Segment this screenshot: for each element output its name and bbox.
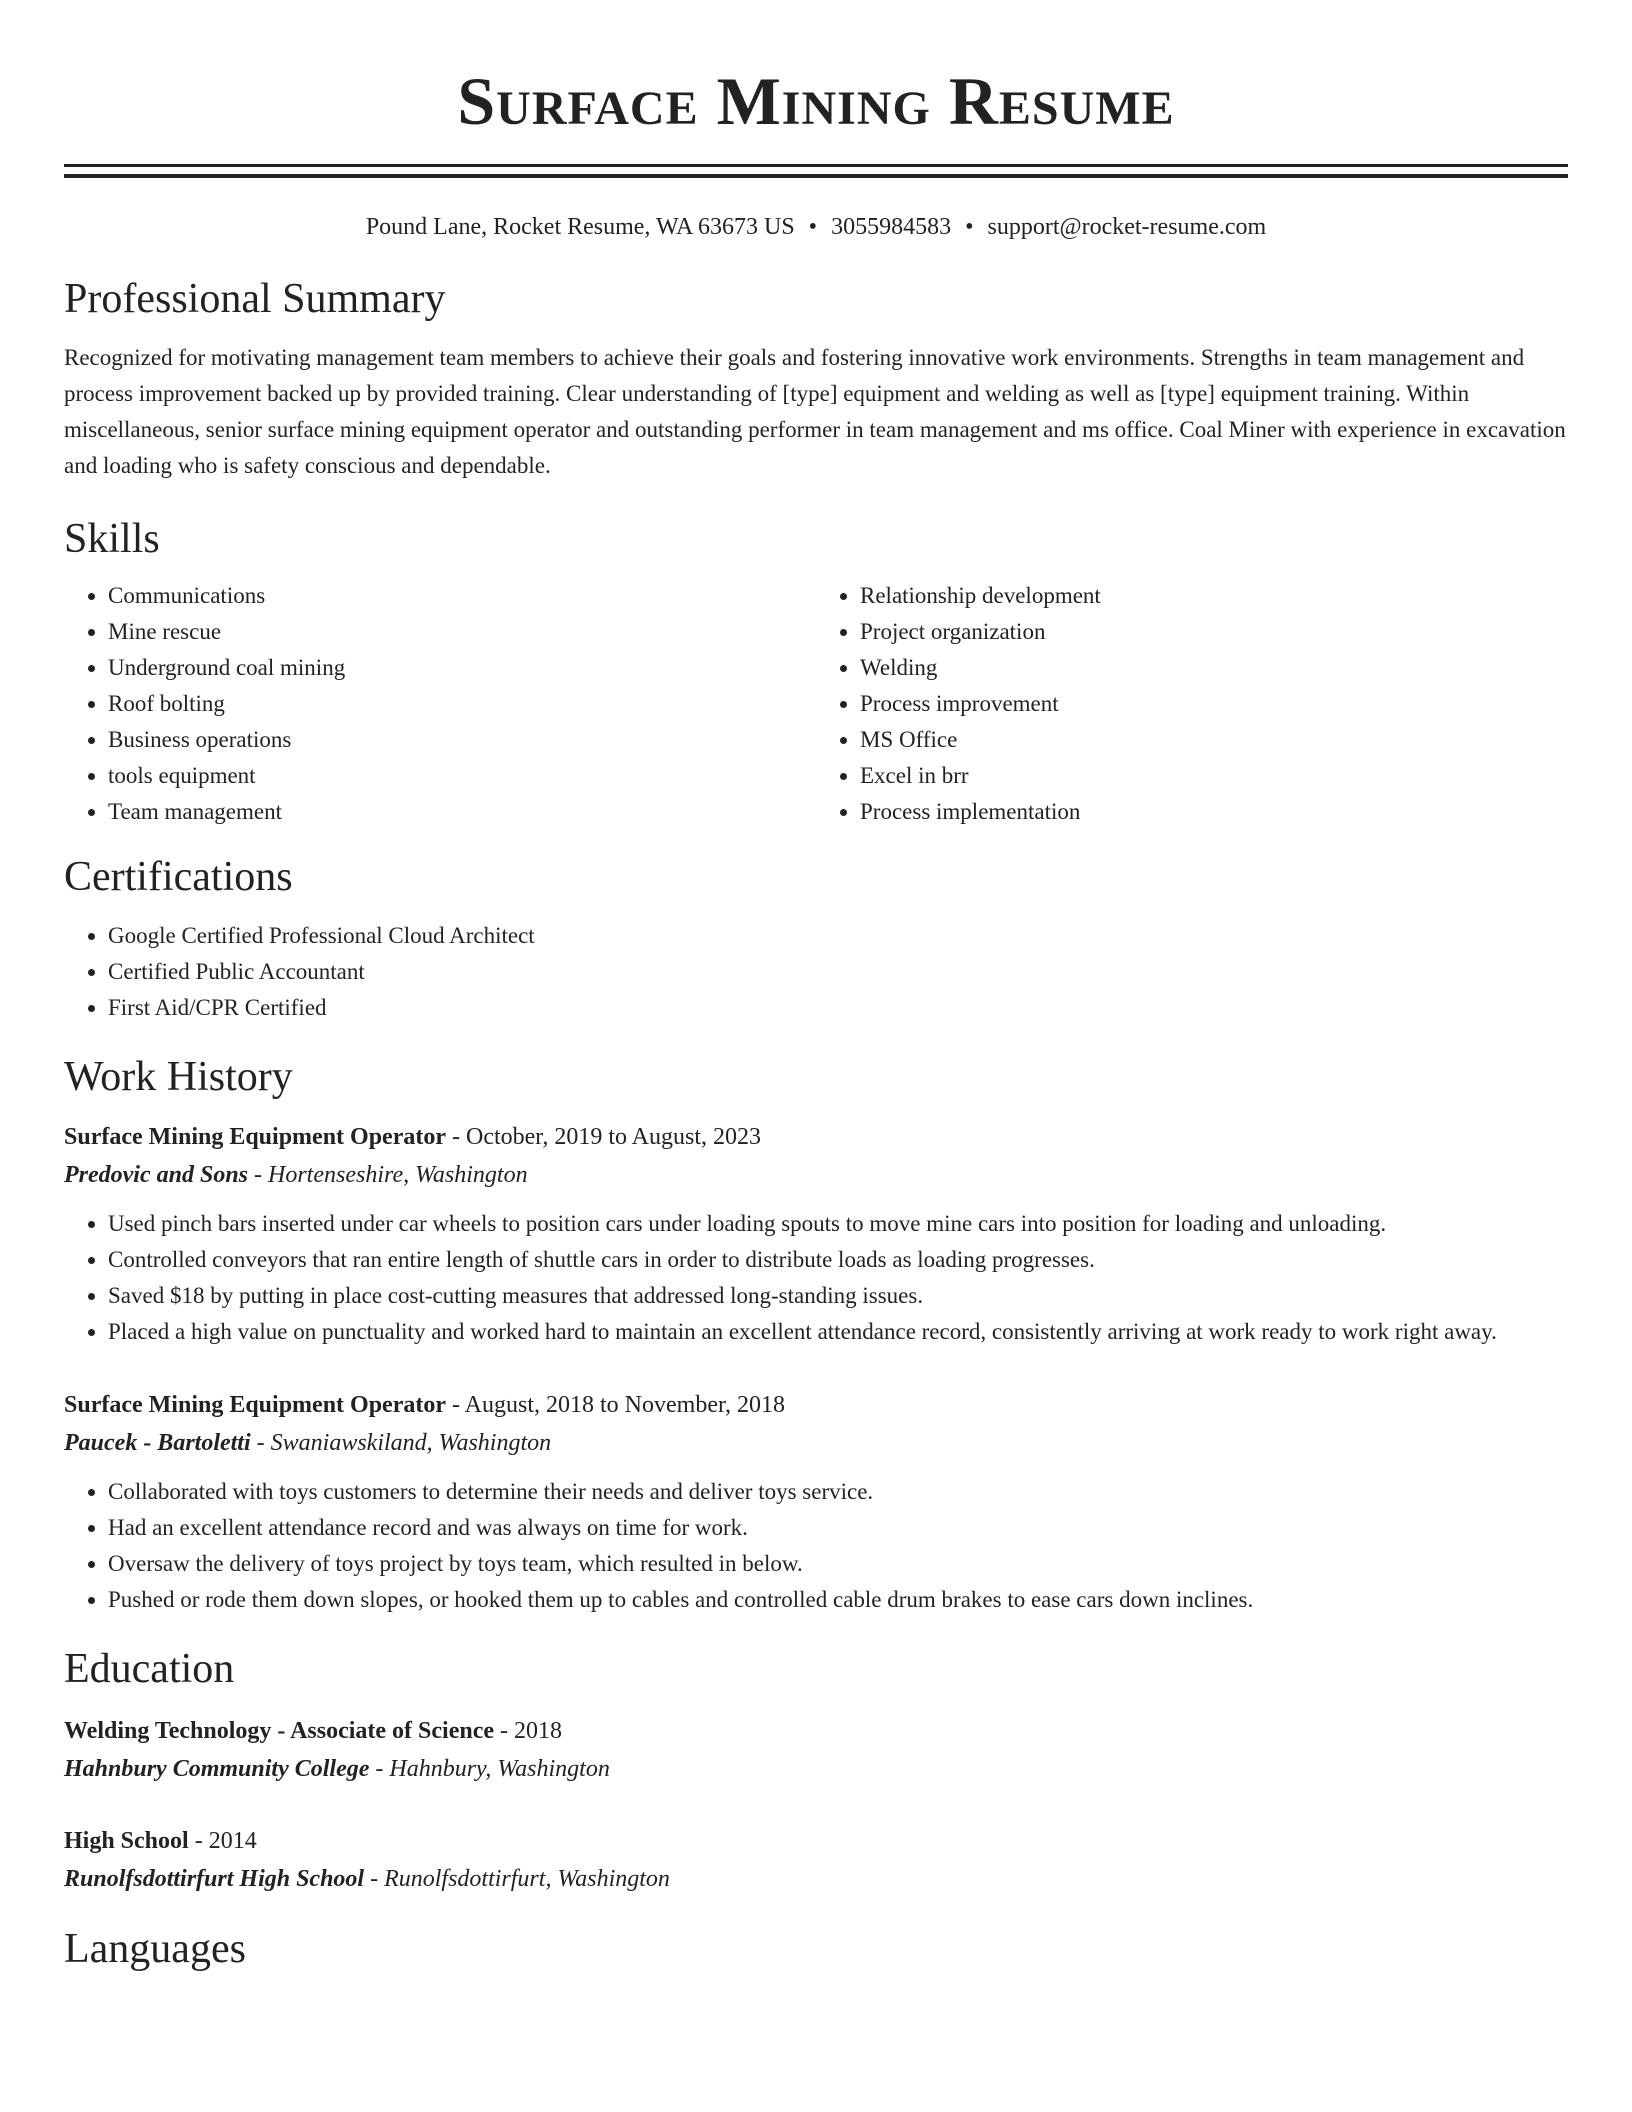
education-school: Hahnbury Community College [64, 1756, 370, 1782]
title-divider-top [64, 164, 1568, 167]
summary-text: Recognized for motivating management team members to achieve their goals and fostering innovative work environments. Strengths in team management and process improvement backed up by provided training. Clear understanding of [type] equipment and welding as well as [type] equipment training. Within miscellaneous, senior surface mining equipment operator and outstanding performer in team management and ms office. Coal Miner with experience in excavation and loading who is safety conscious and dependable. [64, 345, 1566, 478]
job-bullets [64, 1206, 1568, 1350]
job-bullet: • Placed a high value on punctuality and worked hard to maintain an excellent attendance record, consistently arriving at work ready to work right away. [108, 1314, 1568, 1350]
education-degree-line [64, 1822, 1568, 1860]
education-section [64, 1644, 1568, 1898]
skill-item: • Roof bolting [108, 686, 816, 722]
job-bullet: • Used pinch bars inserted under car wheels to position cars under loading spouts to move mine cars into position for loading and unloading. [108, 1206, 1568, 1242]
skill-item: • Relationship development [860, 578, 1568, 614]
skill-item: • Mine rescue [108, 614, 816, 650]
skills-heading: Skills [64, 516, 160, 562]
title-divider-bottom [64, 174, 1568, 178]
skill-item: • Team management [108, 794, 816, 830]
job-company-line [64, 1424, 1568, 1462]
skills-columns [64, 578, 1568, 830]
contact-email: support@rocket-resume.com [987, 214, 1267, 240]
skill-item: • Communications [108, 578, 816, 614]
education-school: Runolfsdottirfurt High School [64, 1866, 365, 1892]
skills-list-left [64, 578, 816, 830]
contact-separator: • [808, 214, 818, 240]
skill-item: • MS Office [860, 722, 1568, 758]
education-location: - Hahnbury, Washington [369, 1756, 610, 1782]
certification-item: • Certified Public Accountant [108, 954, 1568, 990]
skill-item: • Process implementation [860, 794, 1568, 830]
work-history-section [64, 1052, 1568, 1618]
job-entry [64, 1386, 1568, 1618]
contact-line [64, 212, 1568, 242]
job-title: Surface Mining Equipment Operator [64, 1392, 446, 1418]
certifications-section [64, 852, 1568, 1026]
job-dates: - October, 2019 to August, 2023 [446, 1124, 762, 1150]
job-entry [64, 1118, 1568, 1350]
job-bullet: • Saved $18 by putting in place cost-cutting measures that addressed long-standing issues. [108, 1278, 1568, 1314]
contact-phone: 3055984583 [831, 214, 952, 240]
education-degree: Welding Technology - Associate of Science [64, 1718, 495, 1744]
skill-item: • Project organization [860, 614, 1568, 650]
job-location: - Hortenseshire, Washington [248, 1162, 528, 1188]
education-location: - Runolfsdottirfurt, Washington [364, 1866, 670, 1892]
summary-section [64, 274, 1568, 484]
education-entry [64, 1712, 1568, 1788]
job-bullet: • Controlled conveyors that ran entire length of shuttle cars in order to distribute loads as loading progresses. [108, 1242, 1568, 1278]
languages-heading: Languages [64, 1926, 246, 1972]
certifications-heading: Certifications [64, 854, 293, 900]
work-history-heading: Work History [64, 1054, 293, 1100]
education-year: - 2014 [188, 1828, 257, 1854]
job-bullet: • Collaborated with toys customers to determine their needs and deliver toys service. [108, 1474, 1568, 1510]
contact-separator: • [965, 214, 974, 240]
skill-item: • Underground coal mining [108, 650, 816, 686]
contact-address: Pound Lane, Rocket Resume, WA 63673 US [365, 214, 795, 240]
education-entry [64, 1822, 1568, 1898]
skill-item: • Welding [860, 650, 1568, 686]
skills-list-right [816, 578, 1568, 830]
resume-title: Surface Mining Resume [457, 63, 1175, 139]
job-location: - Swaniawskiland, Washington [250, 1430, 552, 1456]
education-school-line [64, 1750, 1568, 1788]
job-bullet: • Oversaw the delivery of toys project by toys team, which resulted in below. [108, 1546, 1568, 1582]
job-title-line [64, 1386, 1568, 1424]
summary-heading: Professional Summary [64, 276, 446, 322]
job-dates: - August, 2018 to November, 2018 [446, 1392, 786, 1418]
job-bullets [64, 1474, 1568, 1618]
job-title-line [64, 1118, 1568, 1156]
job-company-line [64, 1156, 1568, 1194]
languages-section [64, 1924, 1568, 1974]
job-title: Surface Mining Equipment Operator [64, 1124, 446, 1150]
education-heading: Education [64, 1646, 235, 1692]
skill-item: • Process improvement [860, 686, 1568, 722]
job-bullet: • Had an excellent attendance record and was always on time for work. [108, 1510, 1568, 1546]
skill-item: • Business operations [108, 722, 816, 758]
job-company: Predovic and Sons [64, 1162, 249, 1188]
education-school-line [64, 1860, 1568, 1898]
skill-item: • tools equipment [108, 758, 816, 794]
education-year: - 2018 [494, 1718, 563, 1744]
job-company: Paucek - Bartoletti [64, 1430, 251, 1456]
skill-item: • Excel in brr [860, 758, 1568, 794]
certification-item: • First Aid/CPR Certified [108, 990, 1568, 1026]
certification-item: • Google Certified Professional Cloud Architect [108, 918, 1568, 954]
job-bullet: • Pushed or rode them down slopes, or hooked them up to cables and controlled cable drum brakes to ease cars down inclines. [108, 1582, 1568, 1618]
skills-section [64, 514, 1568, 830]
certifications-list [64, 918, 1568, 1026]
education-degree-line [64, 1712, 1568, 1750]
education-degree: High School [64, 1828, 189, 1854]
